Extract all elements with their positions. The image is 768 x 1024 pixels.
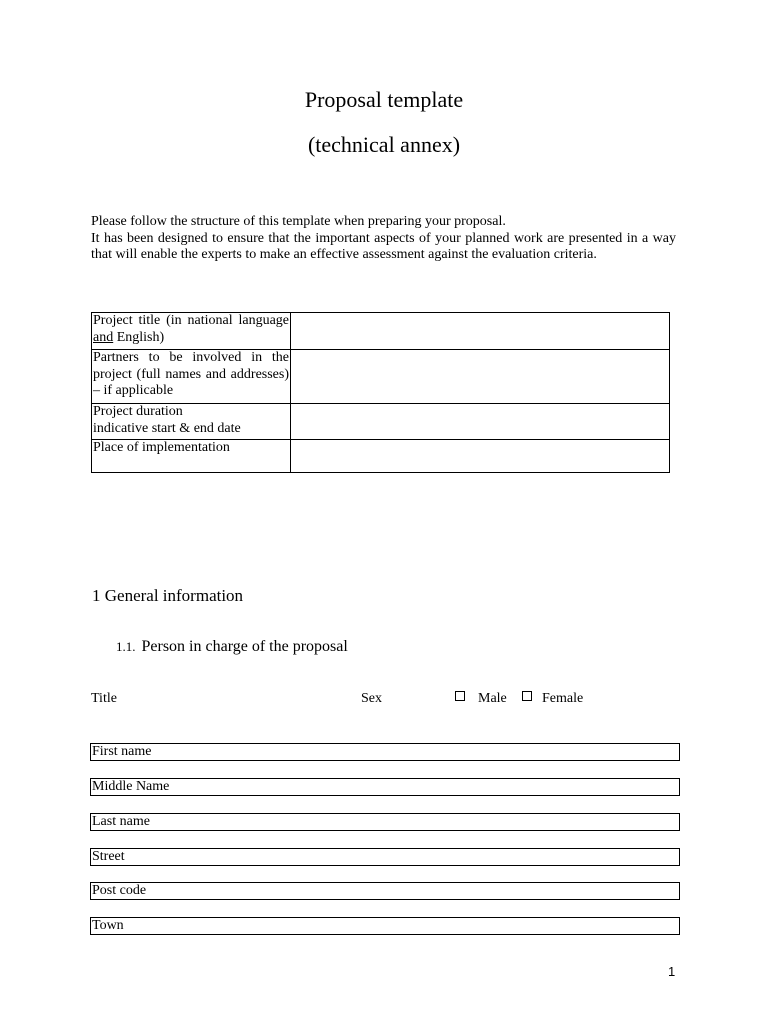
intro-text <box>91 214 676 264</box>
title-sex-row <box>91 691 691 709</box>
project-title-value-cell[interactable] <box>291 313 670 350</box>
middle-name-field[interactable]: Middle Name <box>90 778 680 796</box>
project-duration-label: Project duration indicative start & end date <box>92 404 291 440</box>
title-label: Title <box>91 691 117 706</box>
page-title: Proposal template <box>304 87 464 112</box>
street-field[interactable]: Street <box>90 848 680 866</box>
subsection-heading <box>116 637 348 657</box>
partners-value-cell[interactable] <box>291 350 670 404</box>
post-code-field[interactable]: Post code <box>90 882 680 900</box>
project-title-label: Project title (in national language and English) <box>92 313 291 350</box>
subsection-number: 1.1. <box>116 639 136 654</box>
table-row <box>92 350 670 404</box>
male-label: Male <box>478 691 507 706</box>
female-checkbox[interactable] <box>522 691 532 701</box>
male-checkbox[interactable] <box>455 691 465 701</box>
intro-line-2: It has been designed to ensure that the important aspects of your planned work are presented in a way that will enable the experts to make an effective assessment against the evaluation criteria. <box>91 230 676 262</box>
intro-line-1: Please follow the structure of this template when preparing your proposal. <box>91 214 506 229</box>
first-name-field[interactable]: First name <box>90 743 680 761</box>
last-name-field[interactable]: Last name <box>90 813 680 831</box>
town-field[interactable]: Town <box>90 917 680 935</box>
partners-label: Partners to be involved in the project (full names and addresses) – if applicable <box>92 350 291 404</box>
table-row <box>92 313 670 350</box>
female-label: Female <box>542 691 584 706</box>
project-info-table <box>91 312 670 473</box>
table-row <box>92 440 670 473</box>
section-heading: 1 General information <box>92 586 244 605</box>
page-number: 1 <box>668 964 676 979</box>
subsection-title: Person in charge of the proposal <box>141 638 348 655</box>
place-of-implementation-value-cell[interactable] <box>291 440 670 473</box>
table-row <box>92 404 670 440</box>
sex-label: Sex <box>361 691 382 706</box>
place-of-implementation-label: Place of implementation <box>92 440 291 473</box>
project-duration-value-cell[interactable] <box>291 404 670 440</box>
page-subtitle: (technical annex) <box>307 132 461 157</box>
